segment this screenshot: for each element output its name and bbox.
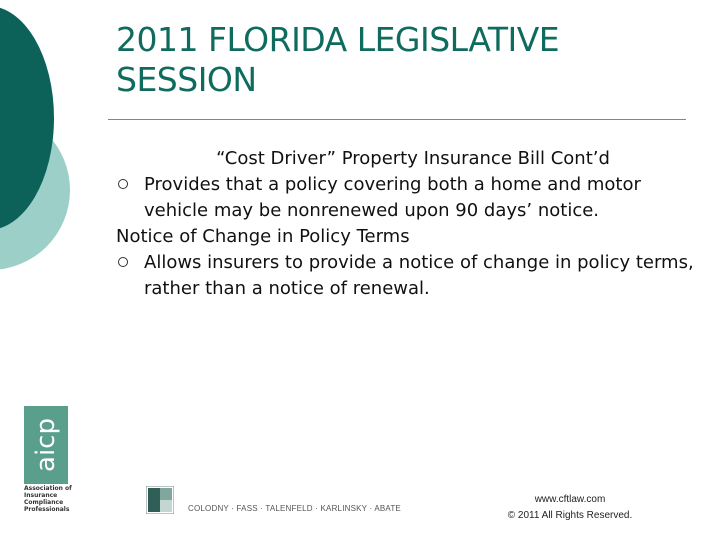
- decorative-circles: [0, 0, 110, 300]
- hollow-circle-bullet-icon: [118, 179, 128, 189]
- footer: [480, 492, 660, 524]
- title-divider: [108, 119, 686, 120]
- slide-subtitle: “Cost Driver” Property Insurance Bill Cont’d: [216, 148, 610, 169]
- hollow-circle-bullet-icon: [118, 257, 128, 267]
- bullet-item: [116, 250, 696, 302]
- slide-content: [116, 146, 696, 302]
- slide-title: 2011 FLORIDA LEGISLATIVE SESSION: [116, 20, 560, 99]
- footer-copyright: © 2011 All Rights Reserved.: [507, 510, 633, 521]
- firm-logo-icon: [146, 486, 174, 514]
- aicp-caption: Association of Insurance Compliance Professionals: [24, 485, 72, 513]
- aicp-logo-text: aicp: [31, 418, 61, 472]
- bullet-text: Provides that a policy covering both a home and motor vehicle may be nonrenewed upon 90 days’ notice.: [144, 174, 641, 221]
- footer-website: www.cftlaw.com: [534, 494, 606, 505]
- firm-name: COLODNY · FASS · TALENFELD · KARLINSKY · ABATE: [188, 504, 401, 513]
- bullet-item: [116, 172, 696, 224]
- bullet-text: Allows insurers to provide a notice of change in policy terms, rather than a notice of renewal.: [144, 252, 694, 299]
- section-heading: Notice of Change in Policy Terms: [116, 226, 410, 247]
- aicp-logo: [24, 406, 68, 484]
